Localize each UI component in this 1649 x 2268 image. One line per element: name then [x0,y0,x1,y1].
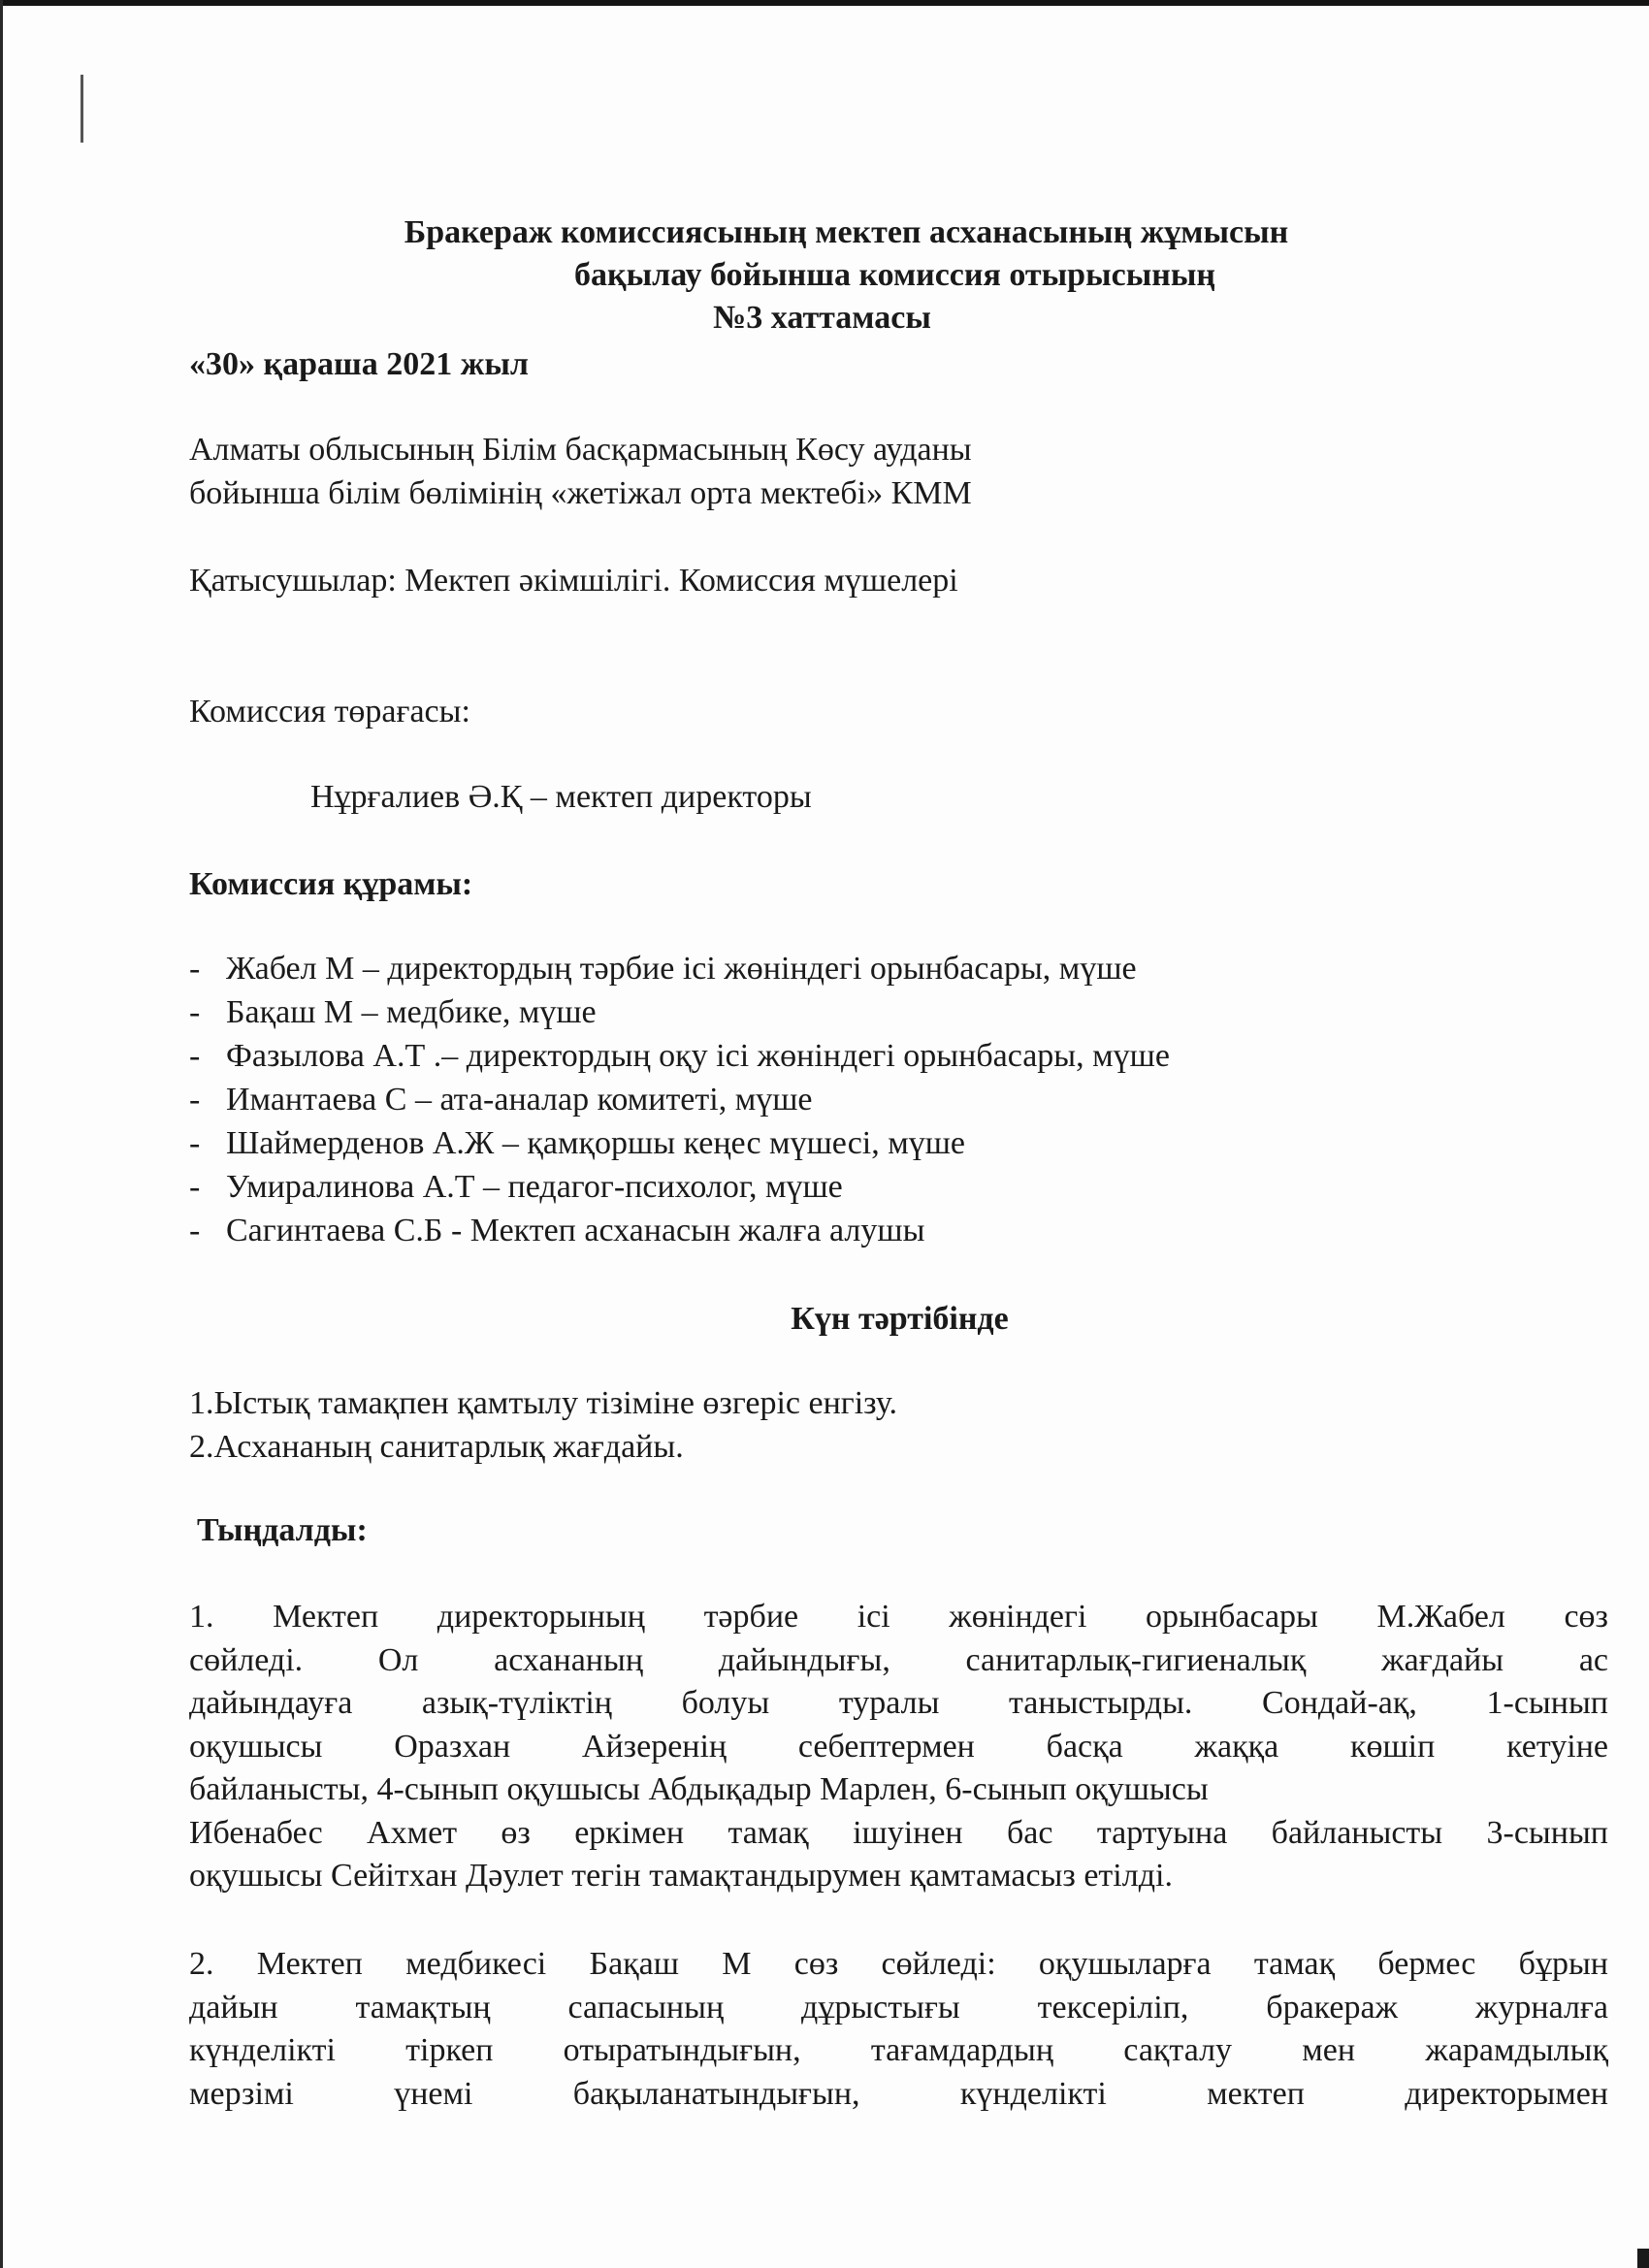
member-item [189,1209,1170,1252]
list-dash: - [189,1082,201,1118]
list-dash: - [189,951,201,987]
organization-line-1: Алматы облысының Білім басқармасының Көсу ауданы [189,432,972,468]
chairman-name: Нұрғалиев Ә.Қ – мектеп директоры [310,779,812,815]
paragraph-line: байланысты, 4-сынып оқушысы Абдықадыр Марлен, 6-сынып оқушысы [189,1771,1209,1807]
member-text: Сагинтаева С.Б - Мектеп асханасын жалға алушы [226,1213,925,1248]
members-heading: Комиссия құрамы: [189,866,473,902]
document-title [189,211,1455,340]
paragraph-line: дайындауға азық-түліктің болуы туралы таныстырды. Сондай-ақ, 1-сынып [189,1685,1608,1721]
list-dash: - [189,1213,201,1248]
title-line-2: бақылау бойынша комиссия отырысының [574,257,1215,293]
agenda-item: 1.Ыстық тамақпен қамтылу тізіміне өзгеріс енгізу. [189,1385,897,1421]
paragraph-line: сөйледі. Ол асхананың дайындығы, санитарлық-гигиеналық жағдайы ас [189,1641,1608,1678]
member-item [189,947,1170,990]
paragraph-line: мерзімі үнемі бақыланатындығын, күнделікті мектеп директорымен [189,2075,1608,2112]
member-item [189,990,1170,1034]
member-item [189,1121,1170,1165]
paragraph-line: күнделікті тіркеп отыратындығын, тағамдардың сақталу мен жарамдылық [189,2032,1608,2068]
list-dash: - [189,994,201,1030]
scan-edge-left [0,0,3,2268]
list-dash: - [189,1038,201,1074]
heard-heading: Тыңдалды: [197,1512,368,1548]
title-line-3: №3 хаттамасы [713,300,931,336]
agenda-heading: Күн тәртібінде [791,1301,1009,1337]
agenda-item: 2.Асхананың санитарлық жағдайы. [189,1429,684,1465]
list-dash: - [189,1125,201,1161]
member-text: Шаймерденов А.Ж – қамқоршы кеңес мүшесі, мүше [226,1125,966,1161]
agenda-list [189,1381,897,1469]
chairman-label: Комиссия төрағасы: [189,694,470,729]
paragraph-line: оқушысы Сейітхан Дәулет тегін тамақтандырумен қамтамасыз етілді. [189,1858,1173,1894]
title-line-1: Бракераж комиссиясының мектеп асханасының жұмысын [404,214,1289,250]
member-item [189,1078,1170,1121]
paragraph-line: 1. Мектеп директорының тәрбие ісі жөніндегі орынбасары М.Жабел сөз [189,1599,1608,1635]
paragraph-2 [189,1943,1608,2116]
document-date: «30» қараша 2021 жыл [189,346,529,382]
member-text: Бақаш М – медбике, мүше [226,994,597,1030]
member-text: Жабел М – директордың тәрбие ісі жөніндегі орынбасары, мүше [226,951,1137,987]
member-text: Фазылова А.Т .– директордың оқу ісі жөніндегі орынбасары, мүше [226,1038,1170,1074]
list-dash: - [189,1169,201,1205]
member-text: Имантаева С – ата-аналар комитеті, мүше [226,1082,813,1118]
organization-line-2: бойынша білім бөлімінің «жетіжал орта мектебі» КММ [189,475,972,511]
paragraph-line: 2. Мектеп медбикесі Бақаш М сөз сөйледі: оқушыларға тамақ бермес бұрын [189,1946,1608,1982]
paragraph-line: оқушысы Оразхан Айзеренің себептермен басқа жаққа көшіп кетуіне [189,1728,1608,1765]
member-item [189,1034,1170,1078]
participants-line: Қатысушылар: Мектеп әкімшілігі. Комиссия мүшелері [189,563,958,599]
scan-edge-corner [1637,2249,1649,2268]
paragraph-1 [189,1596,1608,1898]
paragraph-line: Ибенабес Ахмет өз еркімен тамақ ішуінен бас тартуына байланысты 3-сынып [189,1814,1608,1851]
scan-staple-mark [81,75,83,143]
scan-edge-top [0,0,1649,6]
paragraph-line: дайын тамақтың сапасының дұрыстығы тексеріліп, бракераж журналға [189,1989,1608,2025]
member-text: Умиралинова А.Т – педагог-психолог, мүше [226,1169,843,1205]
member-item [189,1165,1170,1209]
members-list [189,947,1170,1252]
